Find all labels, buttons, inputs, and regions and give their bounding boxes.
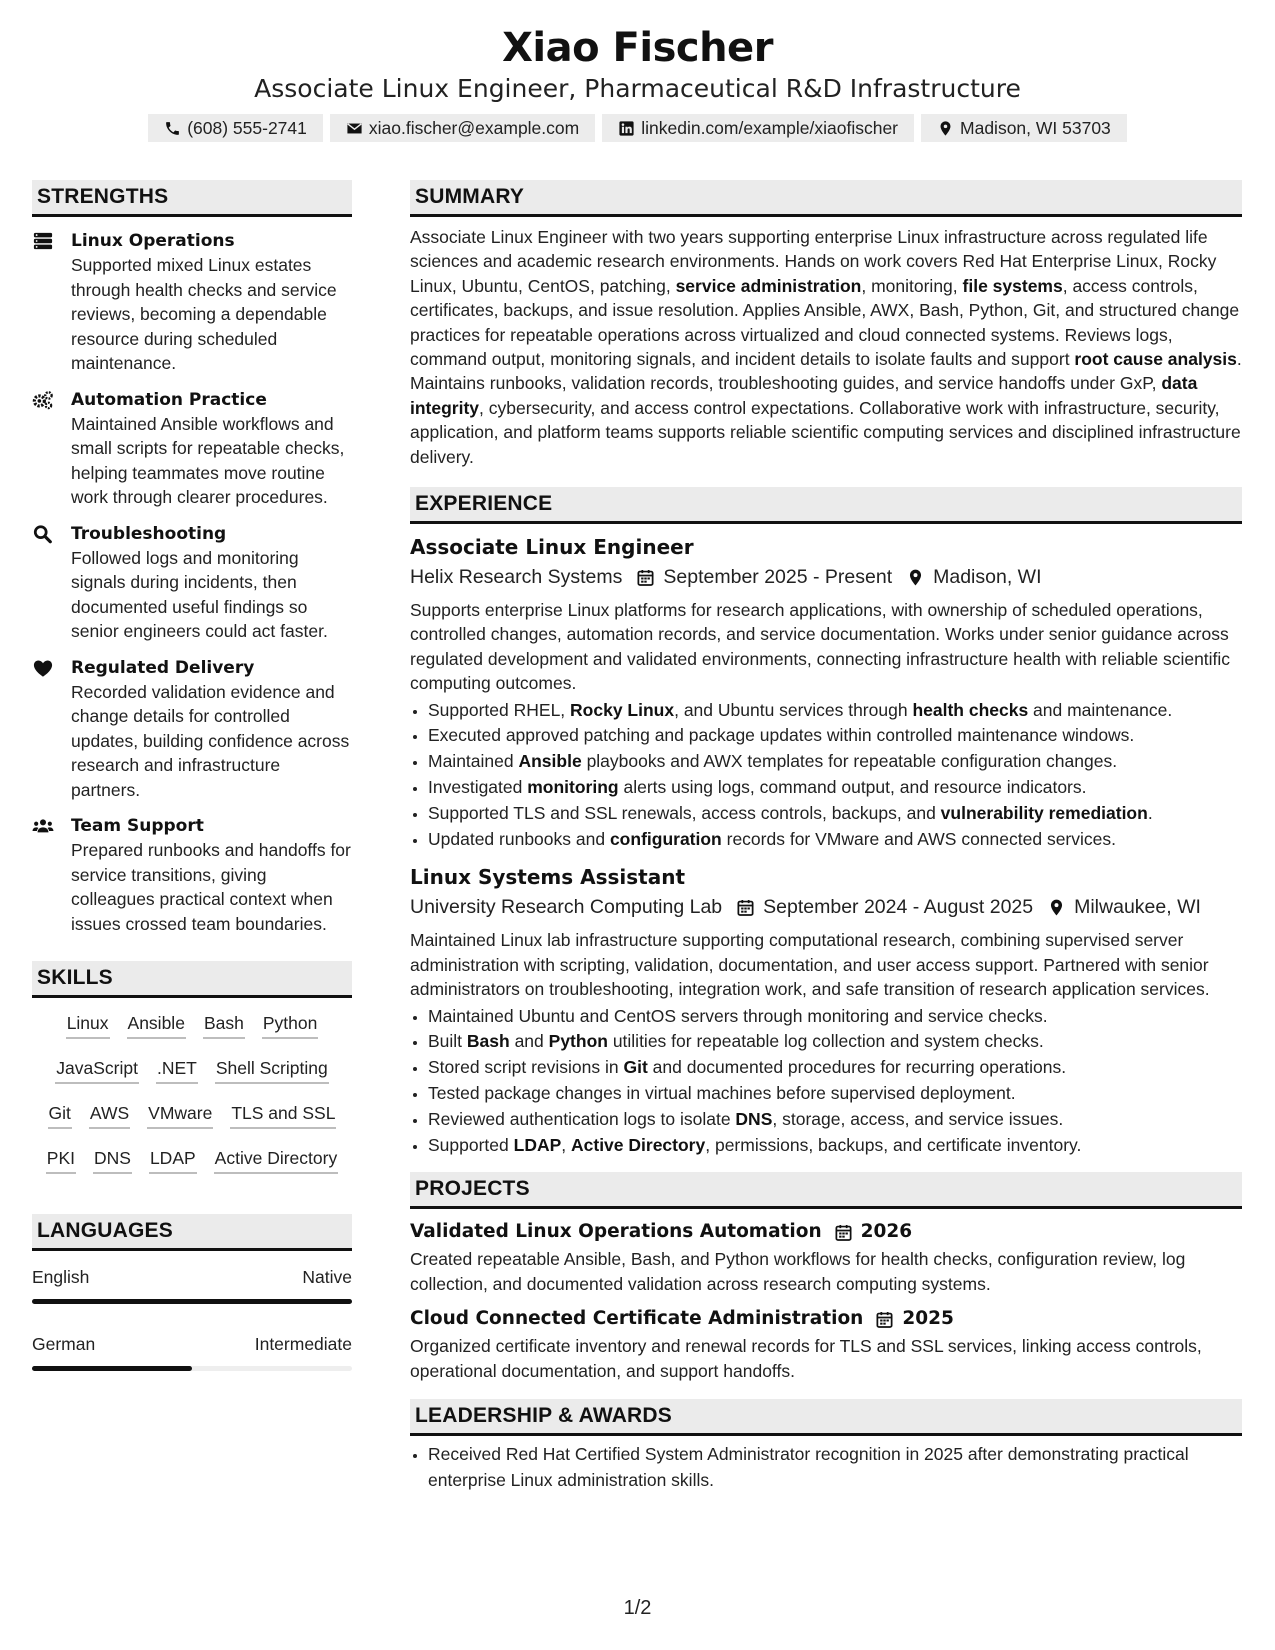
job-bullet: • Executed approved patching and package updates within controlled maintenance windows. (428, 723, 1242, 749)
contact-location-text: Madison, WI 53703 (960, 118, 1111, 138)
job-company: Helix Research Systems (410, 566, 623, 589)
language-name: German (32, 1334, 96, 1354)
linkedin-icon (618, 120, 635, 137)
emphasis-text: LDAP (513, 1134, 562, 1155)
calendar-icon (875, 1310, 894, 1329)
language-proficiency-fill (32, 1366, 192, 1371)
calendar-icon (834, 1223, 853, 1242)
strength-title: Regulated Delivery (71, 657, 255, 678)
job-entry (410, 532, 1242, 852)
envelope-icon (346, 120, 363, 137)
job-bullet: • Reviewed authentication logs to isolate DNS, storage, access, and service issues. (428, 1107, 1242, 1133)
emphasis-text: vulnerability remediation (940, 802, 1148, 823)
strength-item (32, 656, 352, 803)
phone-icon (164, 120, 181, 137)
skill-tag: Python (262, 1012, 318, 1039)
candidate-title: Associate Linux Engineer, Pharmaceutical R&D Infrastructure (254, 74, 1021, 103)
project-title: Cloud Connected Certificate Administration (410, 1308, 864, 1330)
job-description: Supports enterprise Linux platforms for research applications, with ownership of scheduled operations, controlled changes, automation records, and service documentation. Works under senior guidance across regulated development and validated environments, connecting infrastructure health with reliable scientific computing outcomes. (410, 600, 1231, 694)
job-entry (410, 862, 1242, 1158)
job-bullet: • Supported RHEL, Rocky Linux, and Ubuntu services through health checks and maintenance. (428, 698, 1242, 724)
candidate-name: Xiao Fischer (502, 25, 773, 71)
emphasis-text: Bash (466, 1031, 510, 1052)
skill-tag: Linux (66, 1012, 110, 1039)
job-dates: September 2024 - August 2025 (763, 896, 1034, 919)
emphasis-text: file systems (962, 275, 1063, 296)
strength-title: Troubleshooting (71, 523, 227, 544)
job-bullet: • Supported LDAP, Active Directory, permissions, backups, and certificate inventory. (428, 1133, 1242, 1159)
skill-tag: LDAP (149, 1147, 197, 1174)
emphasis-text: Active Directory (571, 1134, 706, 1155)
gears-icon (32, 390, 54, 410)
users-icon (32, 816, 54, 836)
strength-title: Automation Practice (71, 389, 267, 410)
skill-tag: Bash (203, 1012, 245, 1039)
strength-item (32, 814, 352, 936)
language-name: English (32, 1267, 90, 1287)
job-location: Madison, WI (933, 566, 1042, 589)
contact-bar (0, 114, 1275, 142)
job-title: Linux Systems Assistant (410, 865, 686, 890)
skill-tag: Ansible (127, 1012, 186, 1039)
skills-heading: SKILLS (32, 961, 352, 998)
skills-row (32, 1012, 352, 1057)
contact-phone[interactable] (148, 114, 323, 142)
job-bullet: • Stored script revisions in Git and documented procedures for recurring operations. (428, 1055, 1242, 1081)
resume-header (0, 22, 1275, 142)
strength-item (32, 229, 352, 376)
summary-heading: SUMMARY (410, 180, 1242, 217)
contact-email-text: xiao.fischer@example.com (368, 118, 580, 138)
language-proficiency-bar (32, 1366, 352, 1371)
contact-email[interactable] (330, 114, 595, 142)
strength-item (32, 522, 352, 644)
emphasis-text: Git (623, 1057, 648, 1078)
map-pin-icon (937, 120, 954, 137)
strength-description: Supported mixed Linux estates through health checks and service reviews, becoming a dependable resource during scheduled maintenance. (71, 255, 337, 373)
skill-tag: Git (48, 1102, 72, 1129)
job-bullet: • Maintained Ubuntu and CentOS servers through monitoring and service checks. (428, 1004, 1242, 1030)
project-description: Organized certificate inventory and renewal records for TLS and SSL services, linking access controls, operational documentation, and support handoffs. (410, 1336, 1202, 1381)
job-bullet: • Investigated monitoring alerts using logs, command output, and resource indicators. (428, 775, 1242, 801)
map-pin-icon (906, 568, 925, 587)
strength-description: Prepared runbooks and handoffs for service transitions, giving colleagues practical context when issues crossed team boundaries. (71, 840, 351, 934)
language-item (32, 1332, 352, 1371)
emphasis-text: service administration (675, 275, 862, 296)
job-title: Associate Linux Engineer (410, 535, 694, 560)
strength-title: Linux Operations (71, 231, 235, 251)
right-column (410, 180, 1242, 1494)
calendar-icon (736, 898, 755, 917)
languages-list (32, 1265, 352, 1371)
skills-list (32, 1012, 352, 1192)
job-company: University Research Computing Lab (410, 896, 723, 919)
left-column (32, 180, 352, 1399)
skill-tag: .NET (156, 1057, 198, 1084)
heart-icon (32, 658, 54, 678)
projects-heading: PROJECTS (410, 1172, 1242, 1209)
language-item (32, 1265, 352, 1304)
project-year: 2026 (860, 1221, 913, 1243)
calendar-icon (636, 568, 655, 587)
skill-tag: TLS and SSL (230, 1102, 336, 1129)
emphasis-text: health checks (912, 699, 1029, 720)
project-entry (410, 1217, 1242, 1296)
job-bullet: • Maintained Ansible playbooks and AWX templates for repeatable configuration changes. (428, 749, 1242, 775)
emphasis-text: data integrity (410, 373, 1198, 418)
skill-tag: Active Directory (214, 1147, 339, 1174)
job-meta (410, 562, 1242, 592)
page-number: 1/2 (623, 1597, 652, 1619)
contact-linkedin[interactable] (602, 114, 914, 142)
emphasis-text: DNS (735, 1108, 773, 1129)
skill-tag: AWS (89, 1102, 130, 1129)
skills-row (32, 1147, 352, 1192)
skill-tag: DNS (93, 1147, 132, 1174)
job-dates: September 2025 - Present (663, 566, 893, 589)
job-location: Milwaukee, WI (1074, 896, 1201, 919)
job-description: Maintained Linux lab infrastructure supporting computational research, combining supervised server administration with scripting, validation, documentation, and user access support. Partnered with senior administrators on troubleshooting, integration work, and safe transition of research application services. (410, 930, 1210, 1000)
emphasis-text: root cause analysis (1074, 349, 1237, 370)
project-title: Validated Linux Operations Automation (410, 1221, 822, 1243)
language-proficiency-bar (32, 1299, 352, 1304)
emphasis-text: monitoring (527, 777, 619, 798)
skill-tag: JavaScript (55, 1057, 139, 1084)
strength-title: Team Support (71, 816, 204, 836)
emphasis-text: Rocky Linux (570, 699, 675, 720)
strength-item (32, 388, 352, 510)
map-pin-icon (1047, 898, 1066, 917)
emphasis-text: configuration (609, 828, 722, 849)
project-year: 2025 (902, 1308, 954, 1330)
languages-heading: LANGUAGES (32, 1214, 352, 1251)
experience-heading: EXPERIENCE (410, 487, 1242, 524)
job-bullets (410, 1004, 1242, 1159)
project-header (410, 1217, 1242, 1247)
strength-description: Maintained Ansible workflows and small scripts for repeatable checks, helping teammates move routine work through clearer procedures. (71, 413, 345, 507)
contact-phone-text: (608) 555-2741 (187, 118, 307, 138)
strength-description: Recorded validation evidence and change details for controlled updates, building confidence across research and infrastructure partners. (71, 681, 350, 800)
job-bullets (410, 698, 1242, 853)
strengths-heading: STRENGTHS (32, 180, 352, 217)
summary-text: Associate Linux Engineer with two years supporting enterprise Linux infrastructure across regulated life sciences and academic research environments. Hands on work covers Red Hat Enterprise Linux, Rocky Linux, Ubuntu, CentOS, patching, service administration, monitoring, file systems, access controls, certificates, backups, and issue resolution. Applies Ansible, AWX, Bash, Python, Git, and structured change practices for repeatable operations across virtualized and cloud connected systems. Reviews logs, command output, monitoring signals, and incident details to isolate faults and support root cause analysis. Maintains runbooks, validation records, troubleshooting guides, and service handoffs under GxP, data integrity, cybersecurity, and access control expectations. Collaborative work with infrastructure, security, application, and platform teams supports reliable scientific computing services and disciplined infrastructure delivery. (410, 227, 1242, 467)
job-bullet: • Tested package changes in virtual machines before supervised deployment. (428, 1081, 1242, 1107)
skill-tag: VMware (147, 1102, 213, 1129)
job-bullet: • Supported TLS and SSL renewals, access controls, backups, and vulnerability remediation. (428, 801, 1242, 827)
language-level: Intermediate (254, 1334, 352, 1354)
language-level: Native (302, 1267, 352, 1287)
emphasis-text: Ansible (518, 751, 582, 772)
project-entry (410, 1304, 1242, 1383)
language-row (32, 1265, 352, 1289)
strength-description: Followed logs and monitoring signals during incidents, then documented useful findings so senior engineers could act faster. (71, 547, 328, 641)
award-item: • Received Red Hat Certified System Administrator recognition in 2025 after demonstrating practical enterprise Linux administration skills. (428, 1442, 1242, 1494)
search-icon (32, 524, 54, 544)
skills-row (32, 1057, 352, 1102)
language-row (32, 1332, 352, 1356)
emphasis-text: Python (548, 1031, 608, 1052)
skill-tag: PKI (46, 1147, 76, 1174)
skill-tag: Shell Scripting (215, 1057, 329, 1084)
language-proficiency-fill (32, 1299, 352, 1304)
job-meta (410, 892, 1242, 922)
server-icon (32, 231, 54, 251)
project-header (410, 1304, 1242, 1334)
contact-linkedin-text: linkedin.com/example/xiaofischer (641, 118, 899, 138)
job-bullet: • Updated runbooks and configuration records for VMware and AWS connected services. (428, 827, 1242, 853)
leadership-list (410, 1442, 1242, 1494)
leadership-heading: LEADERSHIP & AWARDS (410, 1399, 1242, 1436)
project-description: Created repeatable Ansible, Bash, and Python workflows for health checks, configuration review, log collection, and documented validation across research computing systems. (410, 1249, 1186, 1294)
contact-location (921, 114, 1127, 142)
job-bullet: • Built Bash and Python utilities for repeatable log collection and system checks. (428, 1029, 1242, 1055)
skills-row (32, 1102, 352, 1147)
